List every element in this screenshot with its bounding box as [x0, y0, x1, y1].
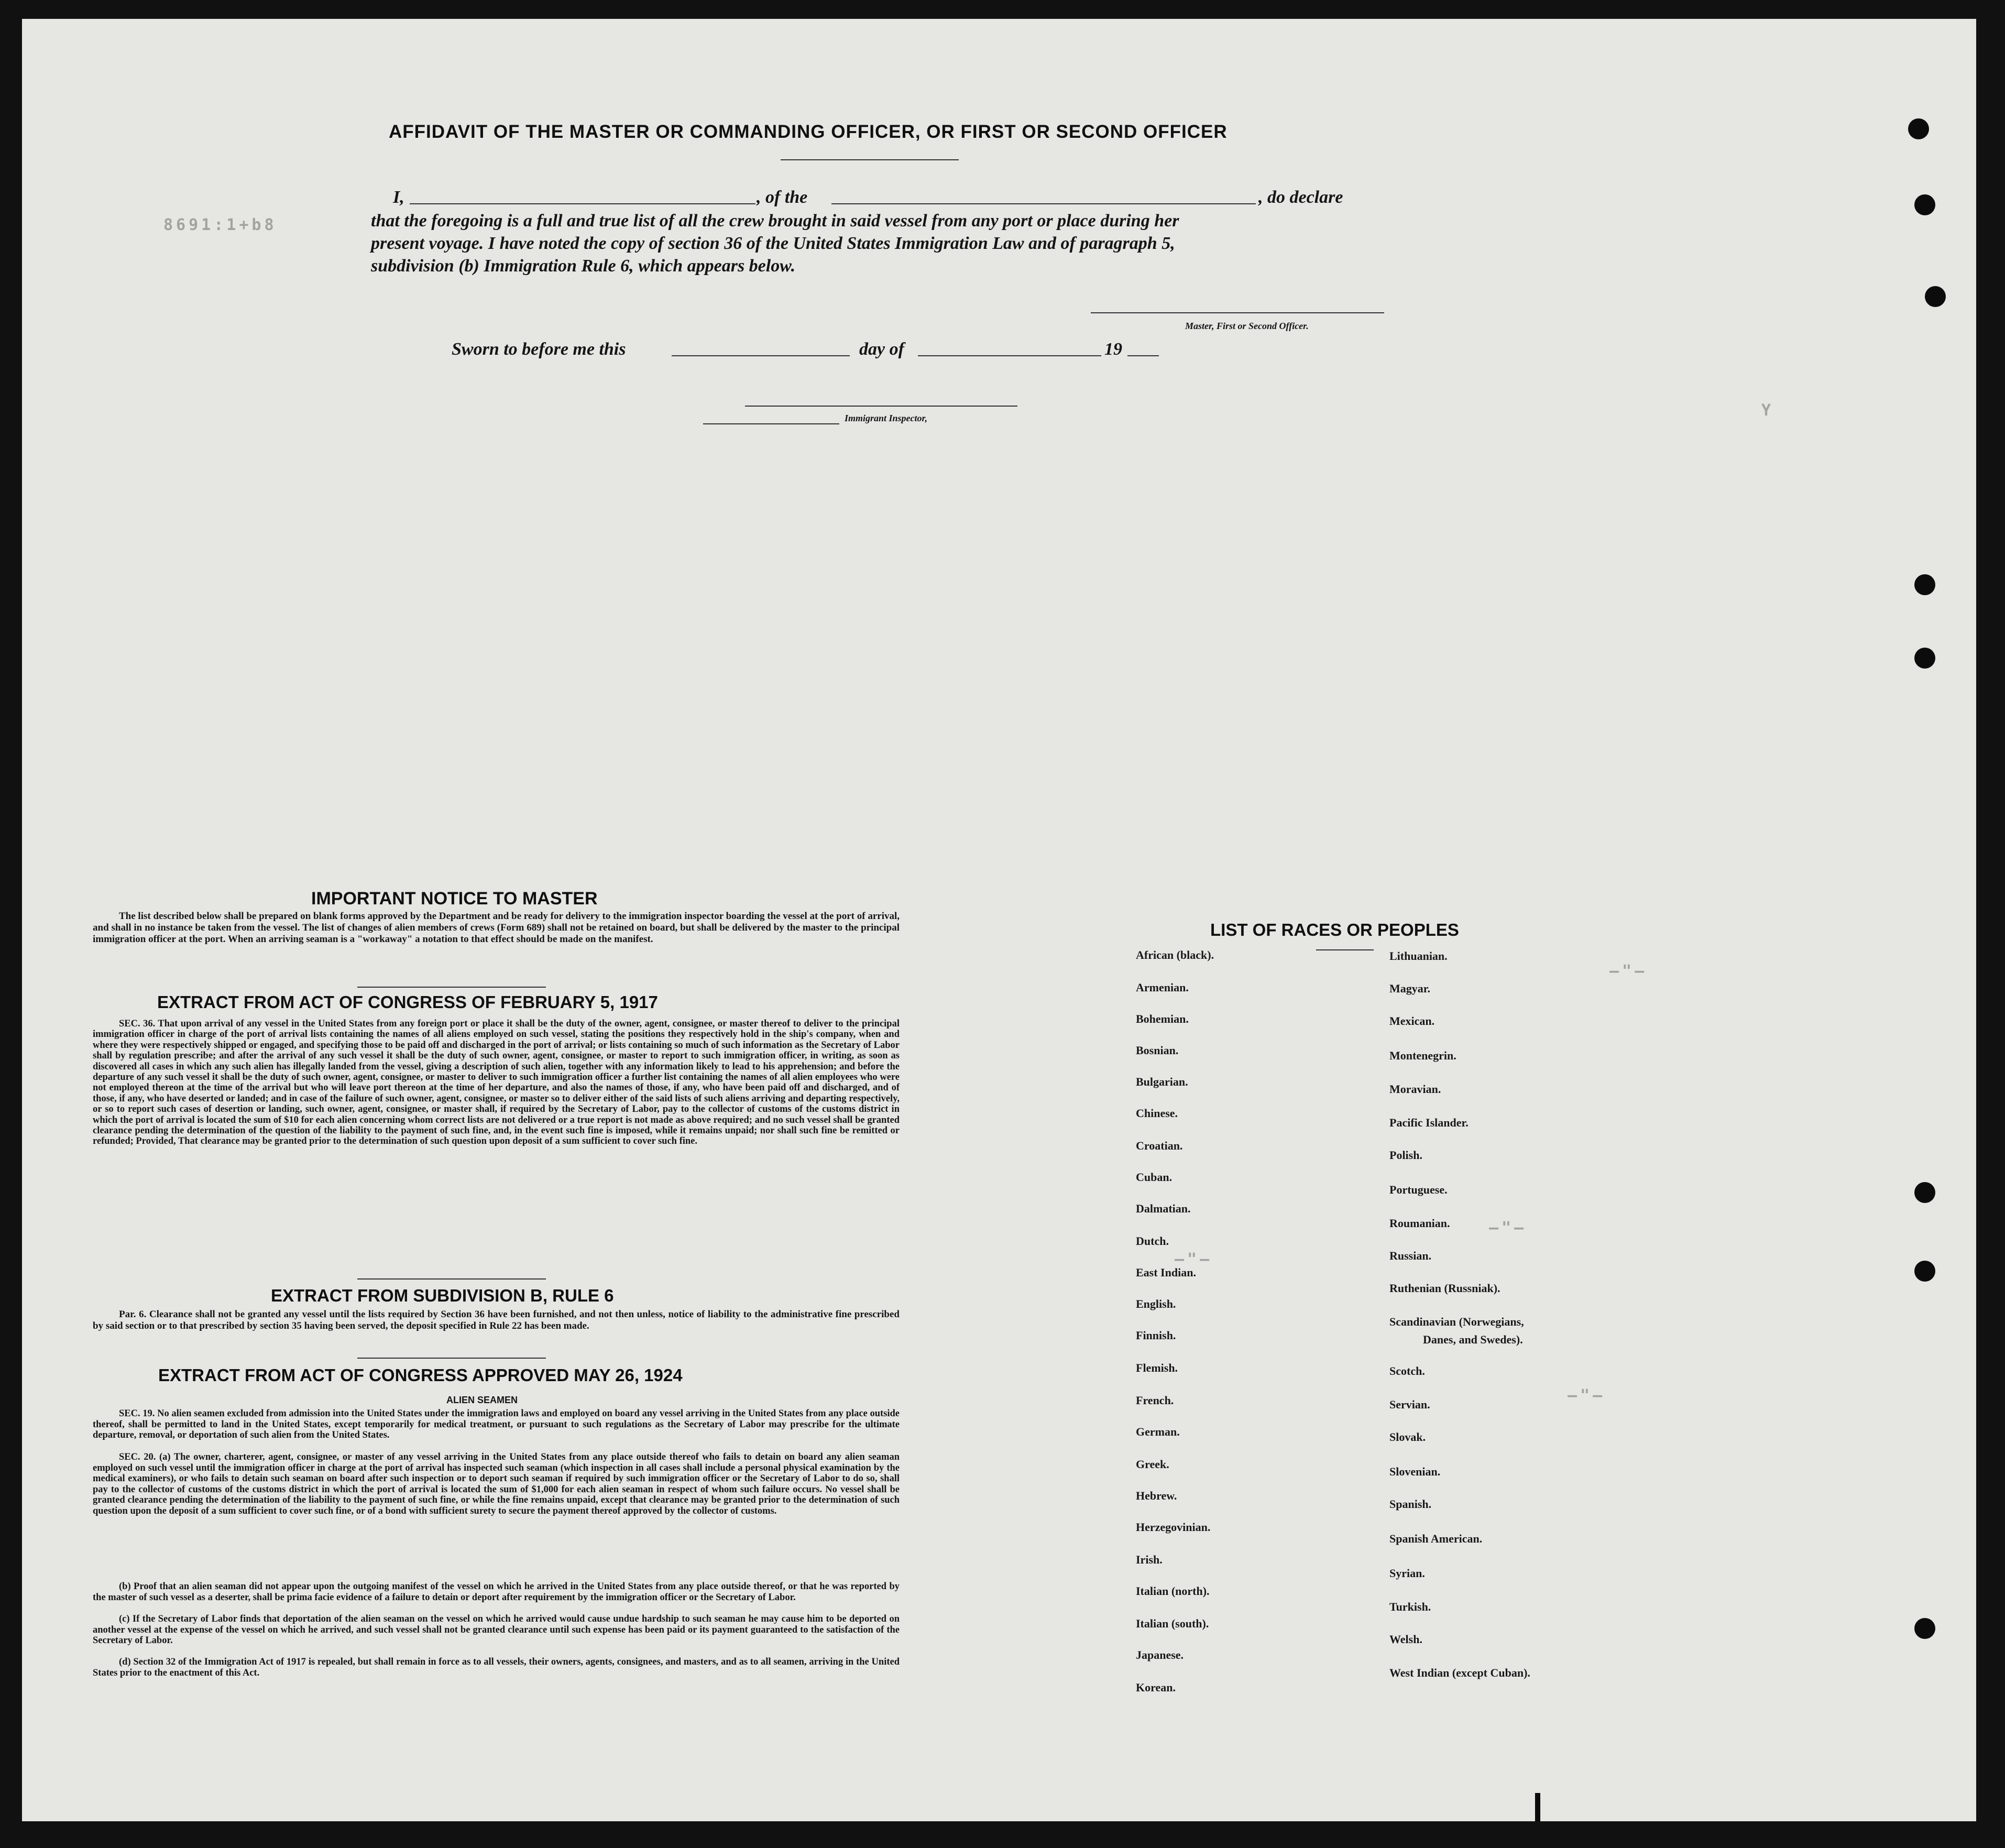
- affidavit-heading: AFFIDAVIT OF THE MASTER OR COMMANDING OFFICER, OR FIRST OR SECOND OFFICER: [389, 122, 1228, 142]
- sworn-month-blank: [918, 355, 1101, 356]
- divider: [1316, 949, 1374, 950]
- extract-1924-sec19: SEC. 19. No alien seamen excluded from admission into the United States under the immigration laws and employed on board any vessel arriving in the United States from any place outside thereof, shall be permitted to land in the United States, except temporarily for medical treatment, or pursuant to such regulations as the Secretary of Labor may prescribe for the ultimate departure, removal, or deportation of such alien from the United States.: [93, 1408, 900, 1440]
- alien-seamen-subheading: ALIEN SEAMEN: [446, 1395, 518, 1405]
- extract-1924-sec20d: (d) Section 32 of the Immigration Act of 1917 is repealed, but shall remain in force as to all vessels, their owners, agents, consignees, and masters, and as to all seamen, arriving in the United States prior to the enactment of this Act.: [93, 1657, 900, 1678]
- race-item: Roumanian.: [1389, 1217, 1450, 1230]
- race-item: Herzegovinian.: [1136, 1521, 1211, 1534]
- race-item: West Indian (except Cuban).: [1389, 1666, 1530, 1679]
- race-item: Japanese.: [1136, 1648, 1184, 1661]
- race-item: Slovenian.: [1389, 1465, 1441, 1478]
- document-page: [22, 19, 1976, 1821]
- bleed-through-mark: —"—: [1489, 1219, 1527, 1237]
- race-item: Scandinavian (Norwegians,: [1389, 1315, 1524, 1328]
- affidavit-i-label: I,: [393, 188, 404, 207]
- bleed-through-mark: —"—: [1568, 1386, 1606, 1405]
- bleed-through-mark: 8691:1+b8: [163, 216, 277, 234]
- edge-notch: [1535, 1793, 1540, 1821]
- race-item: Chinese.: [1136, 1107, 1178, 1120]
- extract-1917-heading: EXTRACT FROM ACT OF CONGRESS OF FEBRUARY 5, 1917: [157, 992, 658, 1012]
- day-of-label: day of: [859, 340, 904, 359]
- race-item: Welsh.: [1389, 1633, 1422, 1646]
- race-item: Bosnian.: [1136, 1044, 1179, 1057]
- race-item: Ruthenian (Russniak).: [1389, 1282, 1500, 1295]
- binder-hole: [1914, 1182, 1935, 1203]
- inspector-line-2: [703, 423, 839, 424]
- race-item: Magyar.: [1389, 982, 1431, 995]
- binder-hole: [1914, 1261, 1935, 1282]
- bleed-through-mark: Y: [1761, 401, 1774, 420]
- race-item: Dalmatian.: [1136, 1202, 1191, 1215]
- race-item: Slovak.: [1389, 1430, 1426, 1444]
- race-item: Spanish.: [1389, 1497, 1432, 1511]
- race-item: Greek.: [1136, 1458, 1169, 1471]
- race-item: Dutch.: [1136, 1234, 1169, 1248]
- race-item: Portuguese.: [1389, 1183, 1448, 1196]
- affidavit-of-the: , of the: [757, 188, 808, 207]
- race-item: East Indian.: [1136, 1266, 1196, 1279]
- race-item: Cuban.: [1136, 1171, 1173, 1184]
- race-item: Danes, and Swedes).: [1423, 1333, 1523, 1346]
- race-item: English.: [1136, 1297, 1176, 1310]
- race-item: Finnish.: [1136, 1329, 1176, 1342]
- sworn-year-blank: [1127, 355, 1159, 356]
- extract-rule6-heading: EXTRACT FROM SUBDIVISION B, RULE 6: [271, 1286, 614, 1305]
- race-item: Russian.: [1389, 1249, 1432, 1262]
- race-item: Lithuanian.: [1389, 949, 1448, 963]
- binder-hole: [1914, 194, 1935, 215]
- bleed-through-mark: —"—: [1175, 1250, 1213, 1269]
- vessel-blank: [831, 203, 1256, 204]
- race-item: Turkish.: [1389, 1600, 1431, 1613]
- affidavit-line-4: subdivision (b) Immigration Rule 6, which appears below.: [371, 256, 796, 276]
- race-item: Korean.: [1136, 1681, 1176, 1694]
- binder-hole: [1914, 574, 1935, 595]
- race-item: Bohemian.: [1136, 1012, 1189, 1025]
- extract-1924-sec20b: (b) Proof that an alien seaman did not appear upon the outgoing manifest of the vessel on which he arrived in the United States from any place outside thereof, or that he was reported by the master of such vessel as a deserter, shall be prima facie evidence of a failure to detain or deport after requirement by the immigration officer or the Secretary of Labor.: [93, 1581, 900, 1603]
- race-item: Scotch.: [1389, 1364, 1425, 1377]
- sworn-day-blank: [672, 355, 850, 356]
- race-item: Italian (north).: [1136, 1584, 1210, 1598]
- race-item: African (black).: [1136, 948, 1214, 961]
- extract-1924-sec20c: (c) If the Secretary of Labor finds that deportation of the alien seaman on the vessel on which he arrived would cause undue hardship to such seaman he may cause him to be deported on another vessel at the expense of the vessel on which he arrived, and such vessel shall not be granted clearance until such expense has been paid or its payment guaranteed to the satisfaction of the Secretary of Labor.: [93, 1614, 900, 1646]
- race-item: Hebrew.: [1136, 1489, 1177, 1502]
- binder-hole: [1925, 286, 1946, 307]
- inspector-caption: Immigrant Inspector,: [845, 413, 928, 423]
- bleed-through-mark: —"—: [1609, 962, 1648, 980]
- binder-hole: [1914, 1618, 1935, 1639]
- heading-underline: [781, 159, 959, 160]
- race-item: Flemish.: [1136, 1361, 1178, 1374]
- race-item: Moravian.: [1389, 1082, 1441, 1096]
- divider: [357, 987, 546, 988]
- race-item: Pacific Islander.: [1389, 1116, 1469, 1129]
- binder-hole: [1908, 118, 1929, 139]
- notice-text: The list described below shall be prepared on blank forms approved by the Department and be ready for delivery to the immigration inspector boarding the vessel at the port of arrival, and shall in no instance be taken from the vessel. The list of changes of alien members of crews (Form 689) shall not be retained on board, but shall be delivered by the master to the principal immigration officer at the port. When an arriving seaman is a "workaway" a notation to that effect should be made on the manifest.: [93, 911, 900, 945]
- extract-rule6-text: Par. 6. Clearance shall not be granted any vessel until the lists required by Section 36 have been furnished, and not then unless, notice of liability to the administrative fine prescribed by said section or to that prescribed by section 35 having been served, the deposit specified in Rule 22 has been made.: [93, 1309, 900, 1331]
- signature-caption: Master, First or Second Officer.: [1185, 321, 1309, 331]
- race-item: French.: [1136, 1394, 1174, 1407]
- race-item: Armenian.: [1136, 981, 1189, 994]
- binder-hole: [1914, 648, 1935, 669]
- races-heading: LIST OF RACES OR PEOPLES: [1210, 920, 1459, 939]
- race-item: Croatian.: [1136, 1139, 1183, 1152]
- name-blank: [410, 203, 755, 204]
- inspector-line: [745, 406, 1017, 407]
- race-item: Italian (south).: [1136, 1617, 1209, 1630]
- race-item: Montenegrin.: [1389, 1049, 1456, 1062]
- affidavit-line-3: present voyage. I have noted the copy of section 36 of the United States Immigration Law and of paragraph 5,: [371, 234, 1175, 253]
- race-item: Mexican.: [1389, 1014, 1435, 1027]
- extract-1924-heading: EXTRACT FROM ACT OF CONGRESS APPROVED MAY 26, 1924: [158, 1365, 683, 1385]
- affidavit-line-2: that the foregoing is a full and true list of all the crew brought in said vessel from any port or place during her: [371, 211, 1179, 231]
- extract-1924-sec20: SEC. 20. (a) The owner, charterer, agent, consignee, or master of any vessel arriving in the United States from any place outside thereof who fails to detain on board any alien seaman employed on such vessel until the immigration officer in charge at the port of arrival has inspected such seaman (which inspection in all cases shall include a personal physical examination by the medical examiners), or who fails to detain such seaman on board after such inspection or to deport such seaman if required by such immigration officer or the Secretary of Labor to do so, shall pay to the collector of customs of the customs district in which the port of arrival is located the sum of $1,000 for each alien seaman in respect of whom such failure occurs. No vessel shall be granted clearance pending the determination of the liability to the payment of such fine, or while the fine remains unpaid, except that clearance may be granted prior to the determination of such question upon the deposit of a sum sufficient to cover such fine, or of a bond with sufficient surety to secure the payment thereof approved by the collector of customs.: [93, 1452, 900, 1516]
- divider: [357, 1278, 546, 1280]
- sworn-label: Sworn to before me this: [452, 340, 626, 359]
- affidavit-do-declare: , do declare: [1258, 188, 1343, 207]
- race-item: Bulgarian.: [1136, 1075, 1188, 1088]
- year-prefix: 19: [1104, 340, 1122, 359]
- signature-line: [1091, 312, 1384, 313]
- race-item: Syrian.: [1389, 1567, 1425, 1580]
- extract-1917-text: SEC. 36. That upon arrival of any vessel in the United States from any foreign port or place it shall be the duty of the owner, agent, consignee, or master thereof to deliver to the principal immigration officer in charge of the port of arrival lists containing the names of all aliens employed on such vessel, stating the positions they respectively hold in the ship's company, when and where they were respectively shipped or engaged, and specifying those to be paid off and discharged in the port of arrival; or lists containing so much of such information as the Secretary of Labor shall by regulation prescribe; and after the arrival of any such vessel it shall be the duty of such owner, agent, consignee, or master to report to such immigration officer, in writing, as soon as discovered all cases in which any such alien has illegally landed from the vessel, giving a description of such alien, together with any information likely to lead to his apprehension; and before the departure of any such vessel it shall be the duty of such owner, agent, consignee, or master to deliver to such immigration officer a further list containing the names of all alien employees who were not employed thereon at the time of the arrival but who will leave port thereon at the time of her departure, and also the names of those, if any, who have been paid off and discharged, and of those, if any, who have deserted or landed; and in case of the failure of such owner, agent, consignee, or master so to deliver either of the said lists of such aliens arriving and departing respectively, or so to report such cases of desertion or landing, such owner, agent, consignee, or master shall, if required by the Secretary of Labor, pay to the collector of customs of the customs district in which the port of arrival is located the sum of $10 for each alien concerning whom correct lists are not delivered or a true report is not made as above required; and no such vessel shall be granted clearance pending the determination of the question of the liability to the payment of such fine, and, in the event such fine is imposed, while it remains unpaid; nor shall such fine be remitted or refunded; Provided, That clearance may be granted prior to the determination of such question upon deposit of a sum sufficient to cover such fine.: [93, 1019, 900, 1147]
- race-item: Servian.: [1389, 1398, 1430, 1411]
- race-item: German.: [1136, 1425, 1180, 1438]
- race-item: Polish.: [1389, 1149, 1422, 1162]
- notice-heading: IMPORTANT NOTICE TO MASTER: [311, 889, 598, 909]
- race-item: Spanish American.: [1389, 1532, 1483, 1545]
- divider: [357, 1358, 546, 1359]
- race-item: Irish.: [1136, 1553, 1163, 1566]
